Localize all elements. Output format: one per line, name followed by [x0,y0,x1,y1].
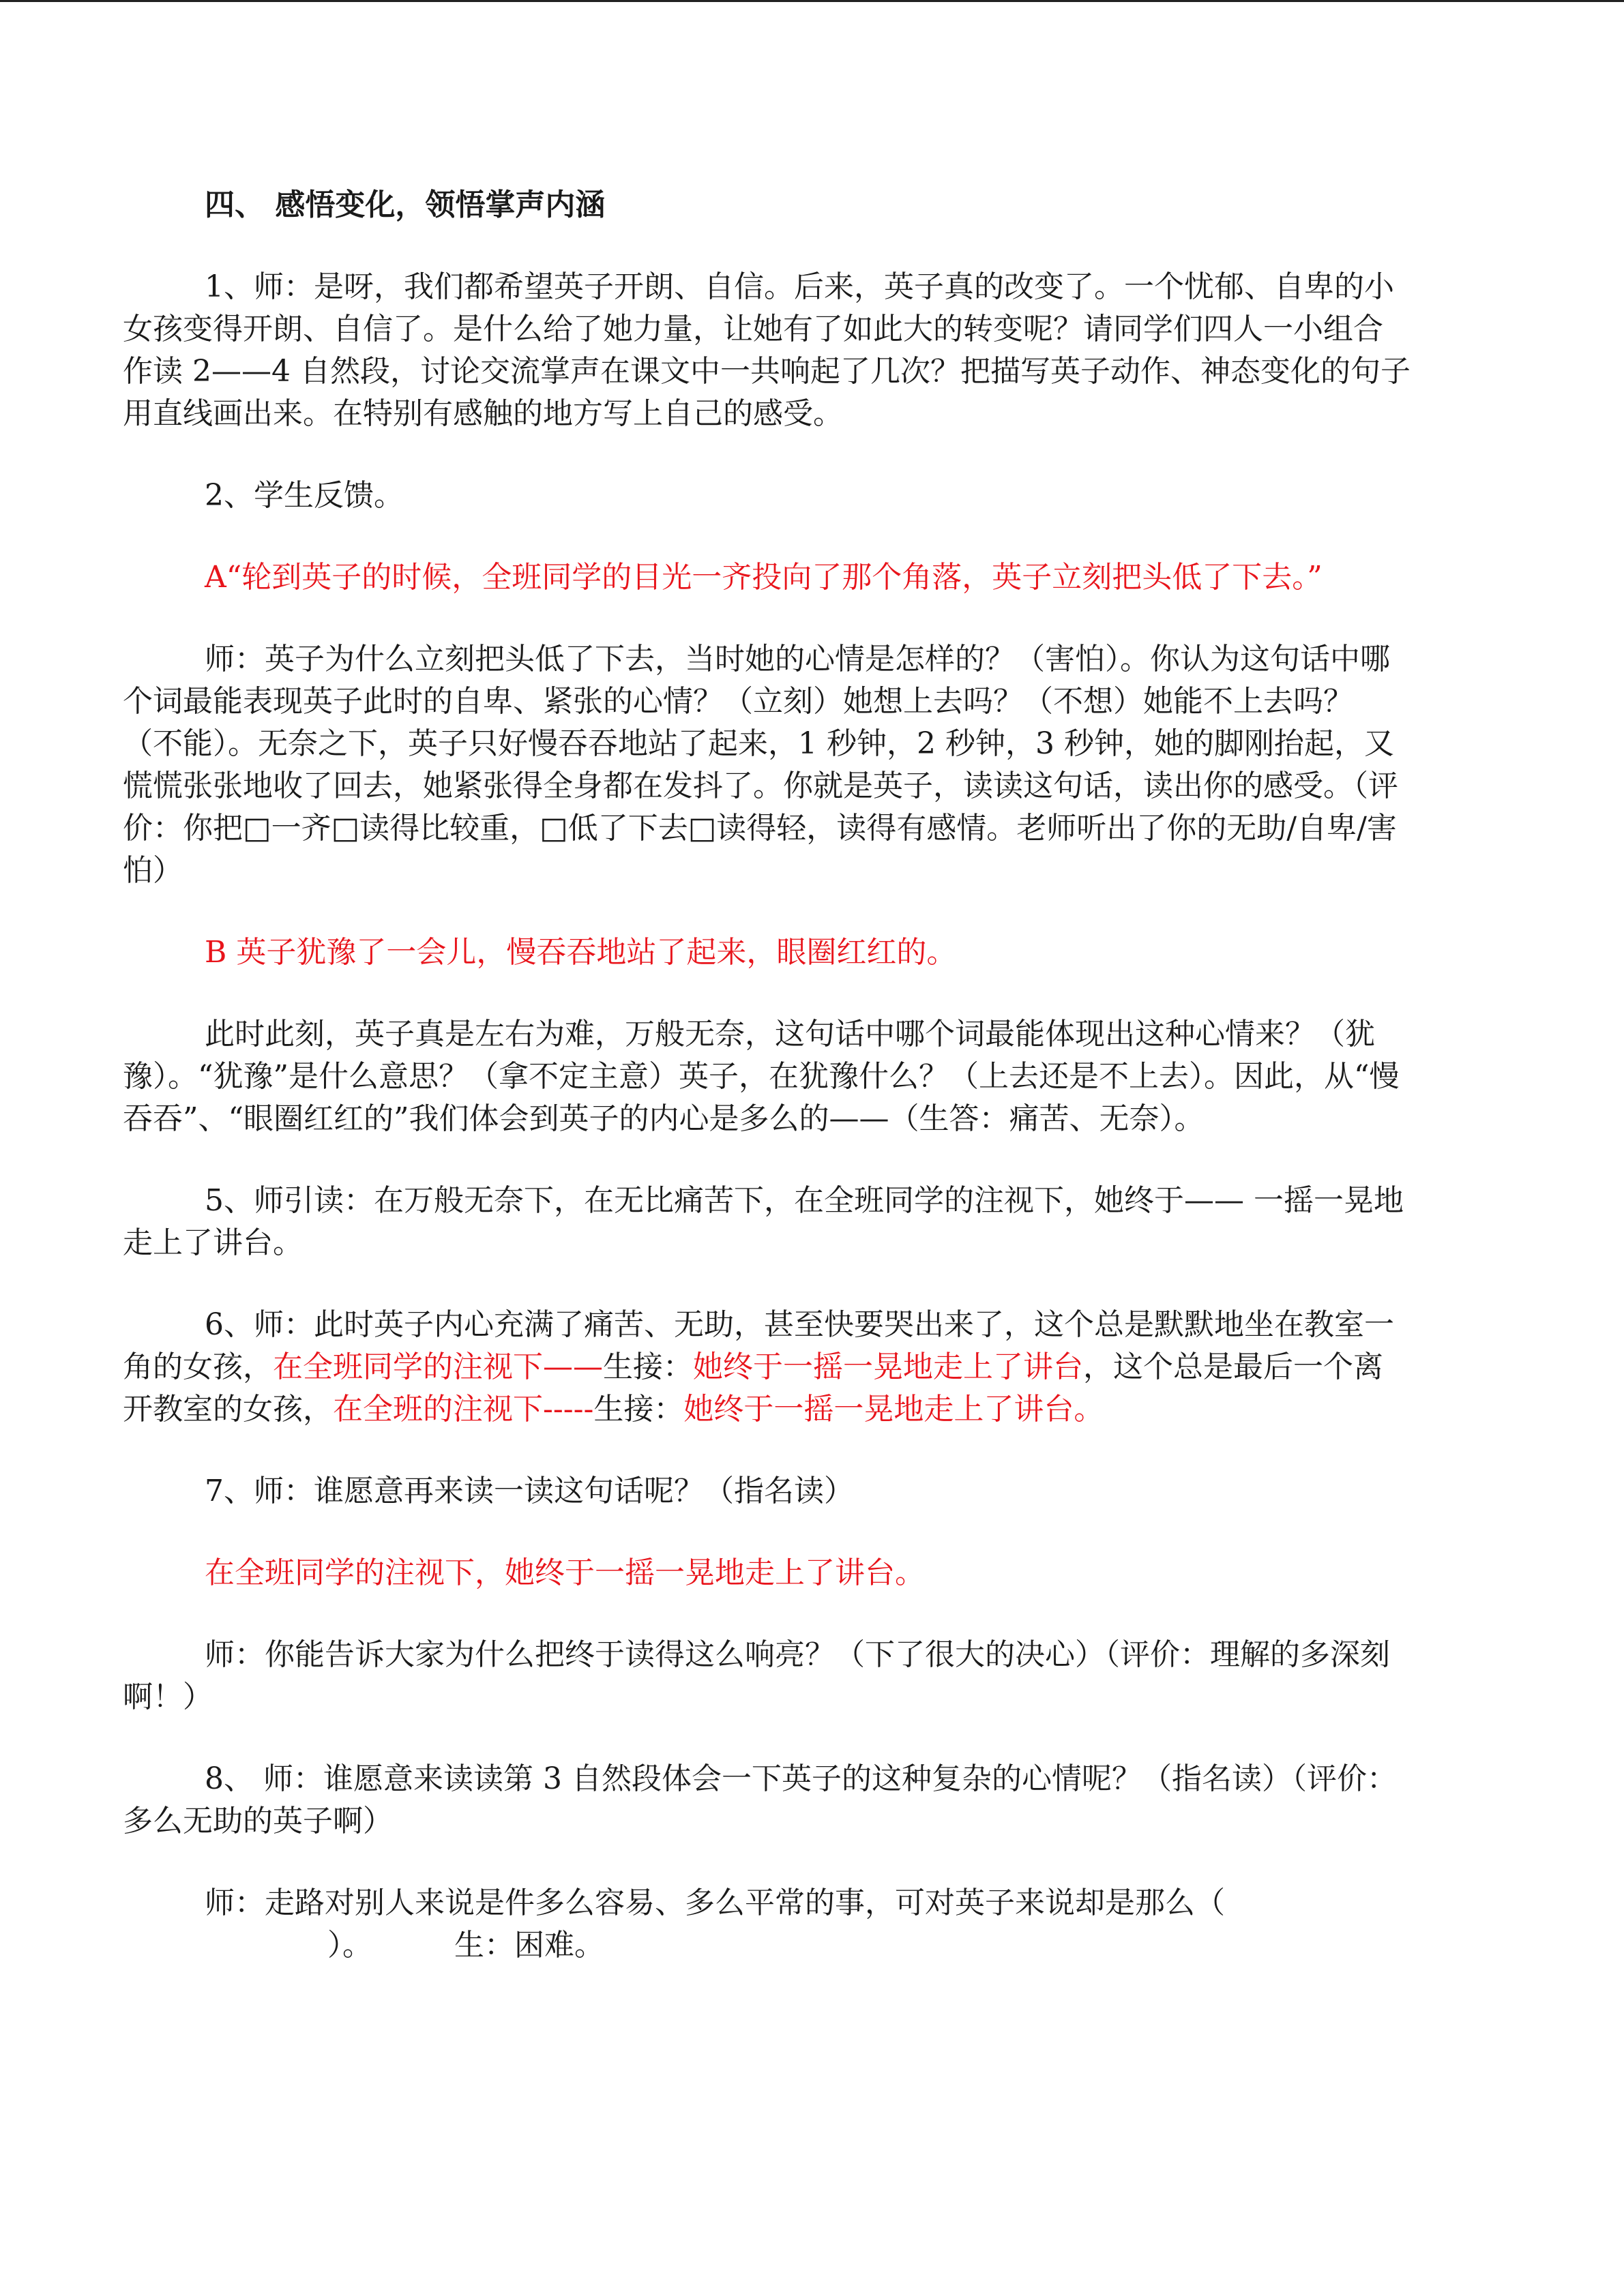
p6-text-1: 6、师：此时英子内心充满了痛苦、无助，甚至快要哭出来了，这个总是默默地坐在教室一角的女孩， [123,1307,1394,1384]
quote-a: A“轮到英子的时候，全班同学的目光一齐投向了那个角落，英子立刻把头低了下去。” [205,560,1323,595]
top-border [0,0,1624,2]
paragraph-3: 师：英子为什么立刻把头低了下去，当时她的心情是怎样的？（害怕）。你认为这句话中哪个词最能表现英子此时的自卑、紧张的心情？（立刻）她想上去吗？（不想）她能不上去吗？（不能）。无奈之下，英子只好慢吞吞地站了起来，1 秒钟，2 秒钟，3 秒钟，她的脚刚抬起，又慌慌张张地收了回去，她紧张得全身都在发抖了。你就是英子，读读这句话，读出你的感受。（评价：你把□一齐□读得比较重，□低了下去□读得轻，读得有感情。老师听出了你的无助/自卑/害怕） [123,642,1398,888]
paragraph-1: 1、师：是呀，我们都希望英子开朗、自信。后来，英子真的改变了。一个忧郁、自卑的小女孩变得开朗、自信了。是什么给了她力量，让她有了如此大的转变呢？请同学们四人一小组合作读 2——4 自然段，讨论交流掌声在课文中一共响起了几次？把描写英子动作、神态变化的句子用直线画出来。在特别有感触的地方写上自己的感受。 [123,269,1411,431]
section-heading: 四、 感悟变化，领悟掌声内涵 [205,188,606,222]
paragraph-2: 2、学生反馈。 [205,478,404,513]
p10-close-paren: ）。 [327,1928,372,1963]
p6-text-2: 生接： [603,1350,693,1384]
p6-red-4: 她终于一摇一晃地走上了讲台。 [683,1392,1104,1427]
p10-open-paren: （ [1195,1885,1225,1920]
paragraph-7: 7、师：谁愿意再来读一读这句话呢？（指名读） [205,1474,854,1508]
paragraph-4: 此时此刻，英子真是左右为难，万般无奈，这句话中哪个词最能体现出这种心情来？（犹豫）。“犹豫”是什么意思？（拿不定主意）英子，在犹豫什么？（上去还是不上去）。因此，从“慢吞吞”、“眼圈红红的”我们体会到英子的内心是多么的——（生答：痛苦、无奈）。 [123,1017,1400,1136]
document-page [123,184,1412,2006]
quote-c: 在全班同学的注视下，她终于一摇一晃地走上了讲台。 [205,1555,925,1590]
p6-red-3: 在全班的注视下----- [333,1392,594,1427]
paragraph-6 [123,1304,1412,1431]
p6-text-4: 生接： [593,1392,684,1427]
p6-red-1: 在全班同学的注视下—— [273,1350,603,1384]
paragraph-9: 8、 师：谁愿意来读读第 3 自然段体会一下英子的这种复杂的心情呢？（指名读）（评价：多么无助的英子啊） [123,1761,1397,1838]
p6-text-3: ，这个总是最后一个离开教室的女孩， [123,1350,1383,1427]
paragraph-5: 5、师引读：在万般无奈下，在无比痛苦下，在全班同学的注视下，她终于—— 一摇一晃地走上了讲台。 [123,1183,1404,1260]
p10-answer: 生：困难。 [454,1928,604,1963]
p6-red-2: 她终于一摇一晃地走上了讲台 [693,1350,1083,1384]
quote-b: B 英子犹豫了一会儿，慢吞吞地站了起来，眼圈红红的。 [205,935,957,970]
p10-main: 师：走路对别人来说是件多么容易、多么平常的事，可对英子来说却是那么 [205,1885,1195,1920]
paragraph-8: 师：你能告诉大家为什么把终于读得这么响亮？（下了很大的决心）（评价：理解的多深刻啊！） [123,1637,1390,1714]
paragraph-10 [123,1882,1412,1967]
